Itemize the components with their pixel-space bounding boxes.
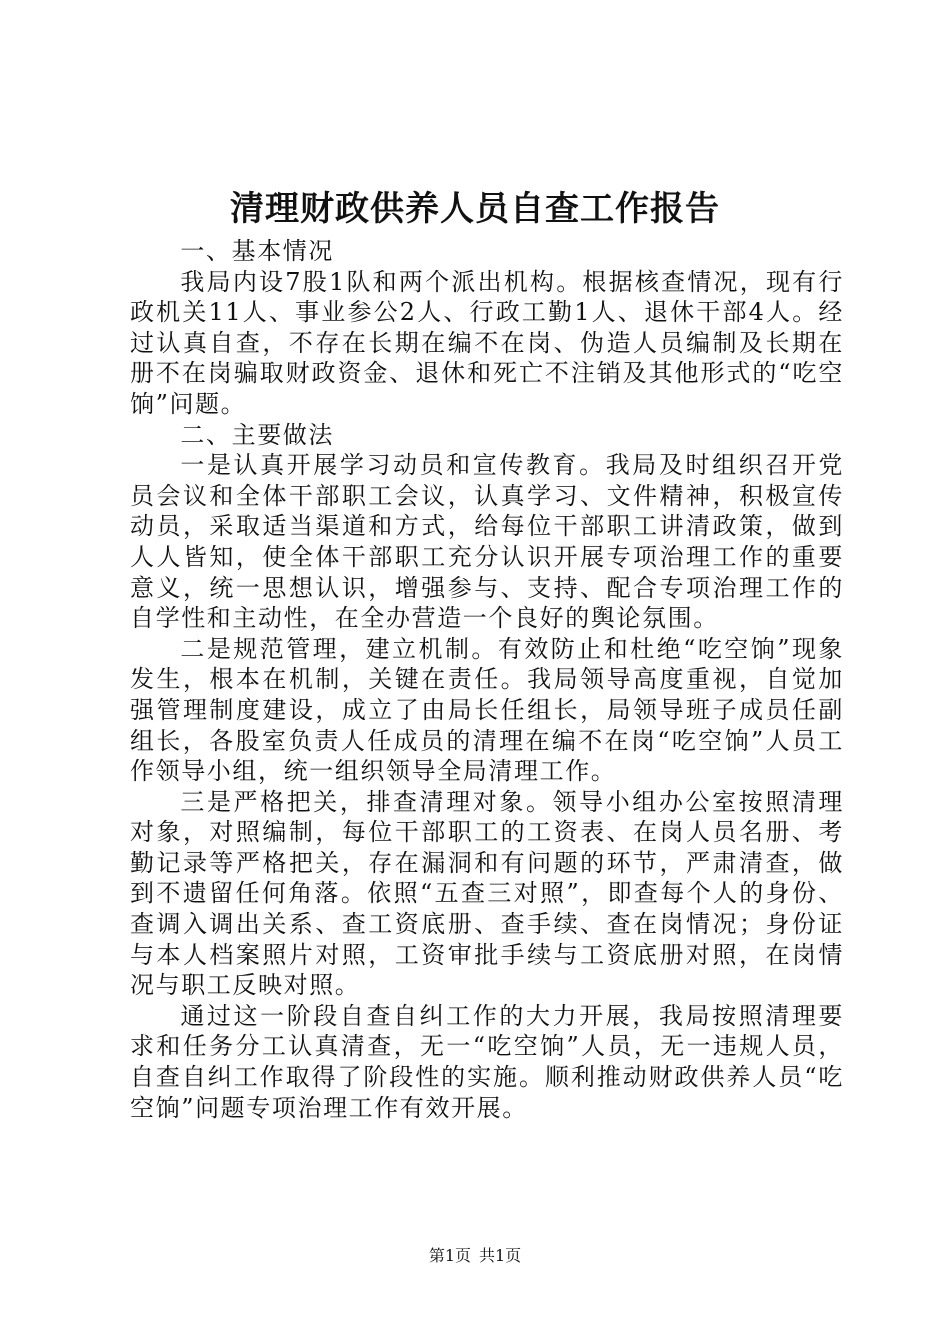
document-title: 清理财政供养人员自查工作报告 (230, 189, 720, 229)
paragraph: 通过这一阶段自查自纠工作的大力开展，我局按照清理要求和任务分工认真清查，无一“吃空饷”人员，无一违规人员，自查自纠工作取得了阶段性的实施。顺利推动财政供养人员“吃空饷”问题专项治理工作有效开展。 (130, 1001, 844, 1122)
page-footer (0, 1244, 950, 1268)
document-body (130, 236, 844, 1123)
paragraph: 三是严格把关，排查清理对象。领导小组办公室按照清理对象，对照编制，每位干部职工的工资表、在岗人员名册、考勤记录等严格把关，存在漏洞和有问题的环节，严肃清查，做到不遗留任何角落。依照“五查三对照”，即查每个人的身份、查调入调出关系、查工资底册、查手续、查在岗情况；身份证与本人档案照片对照，工资审批手续与工资底册对照，在岗情况与职工反映对照。 (130, 787, 844, 1000)
section-heading: 一、基本情况 (180, 237, 334, 265)
page-number: 第1页 (428, 1246, 471, 1265)
paragraph: 二是规范管理，建立机制。有效防止和杜绝“吃空饷”现象发生，根本在机制，关键在责任。我局领导高度重视，自觉加强管理制度建设，成立了由局长任组长，局领导班子成员任副组长，各股室负责人任成员的清理在编不在岗“吃空饷”人员工作领导小组，统一组织领导全局清理工作。 (130, 634, 844, 786)
page-total: 共1页 (479, 1246, 522, 1265)
section-heading: 二、主要做法 (180, 420, 334, 449)
paragraph: 我局内设7股1队和两个派出机构。根据核查情况，现有行政机关11人、事业参公2人、行政工勤1人、退休干部4人。经过认真自查，不存在长期在编不在岗、伪造人员编制及长期在册不在岗骗取财政资金、退休和死亡不注销及其他形式的“吃空饷”问题。 (130, 267, 844, 418)
paragraph: 一是认真开展学习动员和宣传教育。我局及时组织召开党员会议和全体干部职工会议，认真学习、文件精神，积极宣传动员，采取适当渠道和方式，给每位干部职工讲清政策，做到人人皆知，使全体干部职工充分认识开展专项治理工作的重要意义，统一思想认识，增强参与、支持、配合专项治理工作的自学性和主动性，在全办营造一个良好的舆论氛围。 (130, 451, 844, 633)
